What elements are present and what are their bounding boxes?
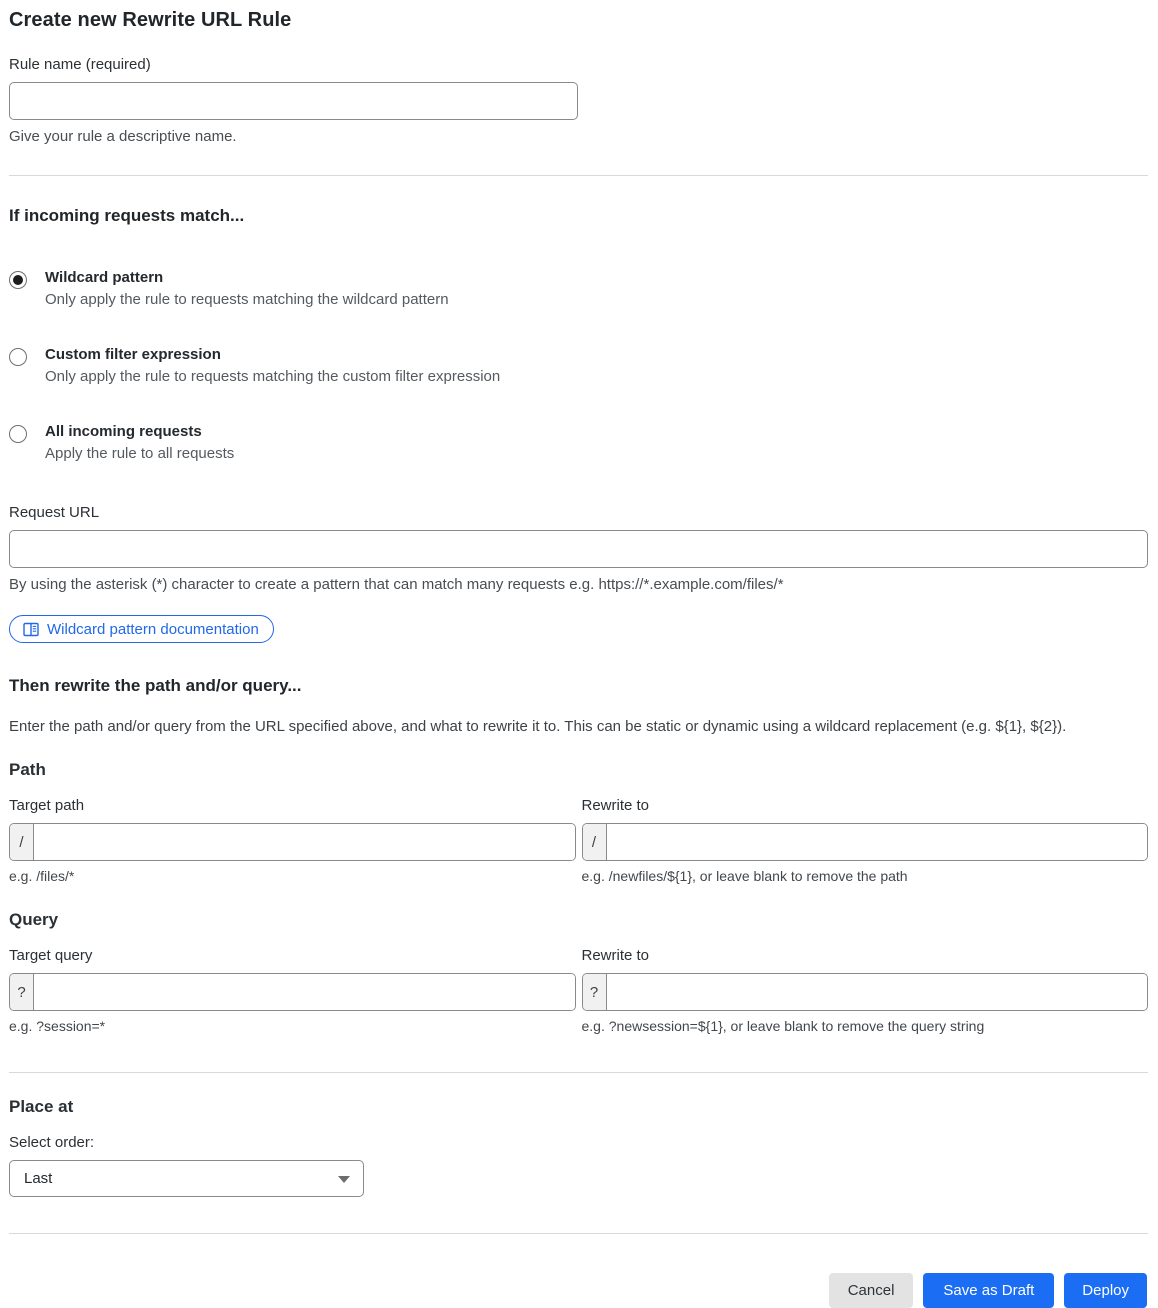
section-divider — [9, 1072, 1148, 1073]
radio-option-wildcard-pattern[interactable] — [9, 269, 1148, 308]
chevron-down-icon — [338, 1176, 350, 1183]
deploy-button[interactable]: Deploy — [1064, 1273, 1147, 1308]
radio-label: All incoming requests — [45, 423, 202, 440]
order-select[interactable] — [9, 1160, 364, 1197]
radio-description: Apply the rule to all requests — [45, 445, 235, 462]
query-fields-row — [9, 947, 1148, 1034]
path-prefix: / — [583, 824, 607, 860]
place-at-heading: Place at — [9, 1097, 74, 1116]
section-divider — [9, 1233, 1148, 1234]
rewrite-path-label: Rewrite to — [581, 797, 650, 814]
target-query-input-group — [9, 973, 576, 1011]
order-select-value: Last — [24, 1170, 53, 1187]
radio-option-custom-filter-expression[interactable] — [9, 346, 1148, 385]
request-url-field-group — [9, 504, 1148, 643]
rewrite-section-description: Enter the path and/or query from the URL specified above, and what to rewrite it to. This can be static or dynamic using a wildcard replacement (e.g. ${1}, ${2}). — [9, 718, 1067, 735]
radio-button-all-incoming-requests[interactable] — [9, 425, 27, 443]
rewrite-path-helper: e.g. /newfiles/${1}, or leave blank to remove the path — [581, 868, 908, 884]
rewrite-query-input[interactable] — [607, 974, 1148, 1010]
request-url-helper: By using the asterisk (*) character to create a pattern that can match many requests e.g. https://*.example.com/files/* — [9, 576, 784, 593]
target-query-field-group — [9, 947, 576, 1034]
rewrite-query-field-group — [582, 947, 1149, 1034]
radio-label: Wildcard pattern — [45, 269, 164, 286]
rewrite-query-label: Rewrite to — [581, 947, 650, 964]
rule-name-label: Rule name (required) — [9, 56, 151, 73]
rule-name-helper: Give your rule a descriptive name. — [9, 128, 237, 145]
rewrite-query-input-group — [582, 973, 1149, 1011]
select-order-label: Select order: — [9, 1134, 95, 1151]
rewrite-path-input[interactable] — [607, 824, 1148, 860]
rewrite-query-helper: e.g. ?newsession=${1}, or leave blank to remove the query string — [581, 1018, 985, 1034]
radio-description: Only apply the rule to requests matching the custom filter expression — [45, 368, 501, 385]
radio-option-all-incoming-requests[interactable] — [9, 423, 1148, 462]
target-path-input[interactable] — [34, 824, 575, 860]
query-prefix: ? — [583, 974, 607, 1010]
target-path-field-group — [9, 797, 576, 884]
save-as-draft-button[interactable]: Save as Draft — [923, 1273, 1054, 1308]
target-path-helper: e.g. /files/* — [9, 868, 75, 884]
request-url-input[interactable] — [9, 530, 1148, 568]
target-query-label: Target query — [9, 947, 93, 964]
rewrite-path-field-group — [582, 797, 1149, 884]
wildcard-docs-button[interactable] — [9, 615, 274, 643]
book-icon — [23, 622, 39, 637]
query-prefix: ? — [10, 974, 34, 1010]
page-title: Create new Rewrite URL Rule — [9, 9, 292, 31]
request-url-label: Request URL — [9, 504, 100, 521]
query-heading: Query — [9, 910, 59, 929]
match-section-heading: If incoming requests match... — [9, 206, 245, 225]
path-fields-row — [9, 797, 1148, 884]
section-divider — [9, 175, 1148, 176]
radio-label: Custom filter expression — [45, 346, 221, 363]
rule-name-input[interactable] — [9, 82, 578, 120]
target-query-input[interactable] — [34, 974, 575, 1010]
radio-button-wildcard-pattern[interactable] — [9, 271, 27, 289]
rule-name-field-group — [9, 56, 578, 145]
footer-actions — [9, 1273, 1148, 1308]
target-path-input-group — [9, 823, 576, 861]
wildcard-docs-button-label: Wildcard pattern documentation — [47, 620, 259, 638]
radio-description: Only apply the rule to requests matching the wildcard pattern — [45, 291, 449, 308]
rewrite-section-heading: Then rewrite the path and/or query... — [9, 676, 302, 695]
cancel-button[interactable]: Cancel — [829, 1273, 914, 1308]
path-prefix: / — [10, 824, 34, 860]
rewrite-path-input-group — [582, 823, 1149, 861]
target-query-helper: e.g. ?session=* — [9, 1018, 106, 1034]
radio-button-custom-filter-expression[interactable] — [9, 348, 27, 366]
match-type-radio-group — [9, 269, 1148, 462]
path-heading: Path — [9, 760, 46, 779]
target-path-label: Target path — [9, 797, 85, 814]
